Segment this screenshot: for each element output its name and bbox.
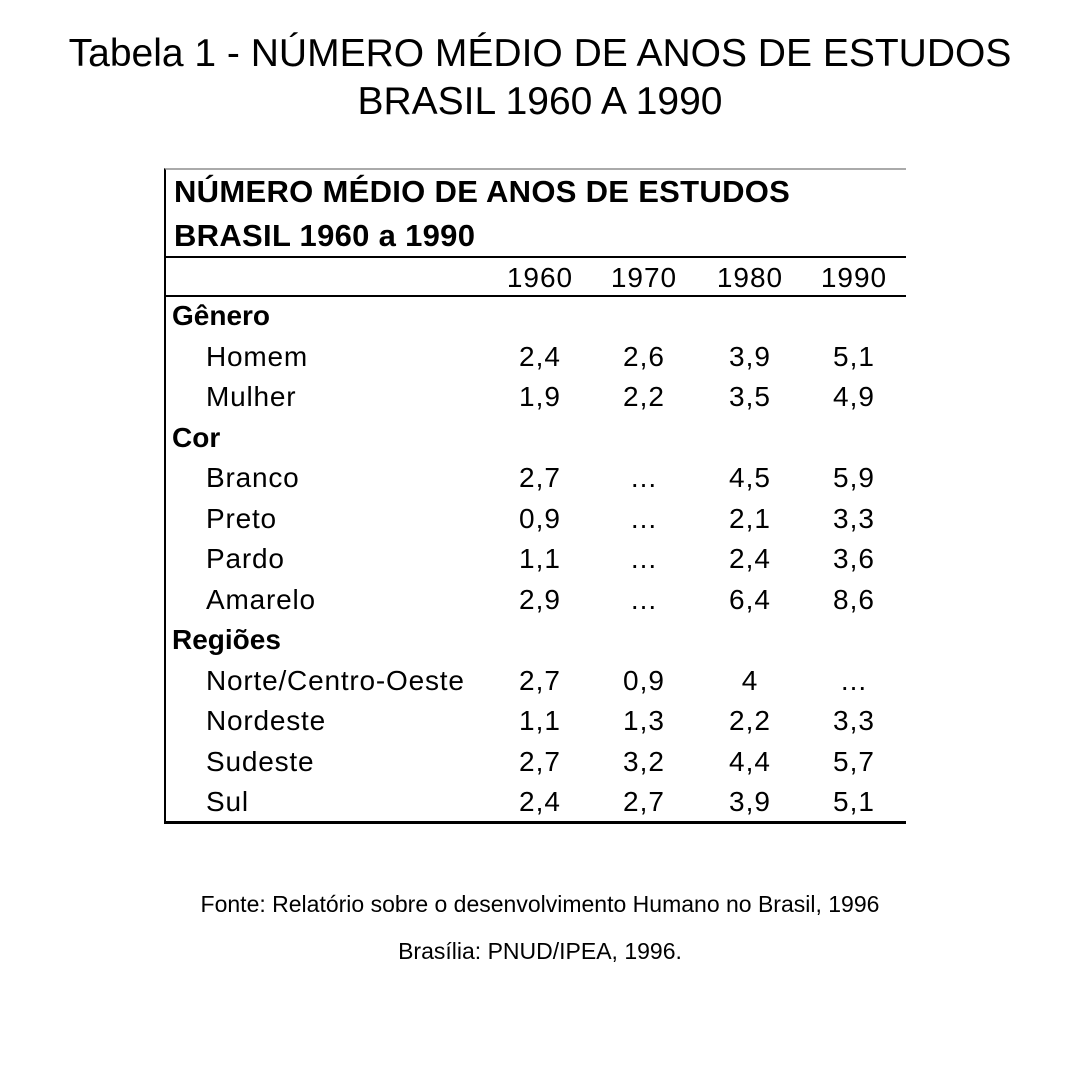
table-cell: 1,1 bbox=[519, 543, 561, 574]
table-cell: 6,4 bbox=[729, 583, 771, 615]
table-cell: 3,5 bbox=[729, 381, 771, 412]
table-cell: 3,3 bbox=[833, 502, 875, 534]
table-cell: 5,9 bbox=[833, 462, 875, 493]
table-cell: 2,4 bbox=[519, 786, 561, 817]
header-top-rule bbox=[166, 256, 906, 258]
data-table bbox=[164, 168, 906, 824]
table-cell: 0,9 bbox=[623, 664, 665, 696]
column-header-year: 1960 bbox=[506, 262, 574, 293]
table-cell: 2,7 bbox=[519, 745, 561, 777]
table-cell: 4,5 bbox=[729, 462, 771, 493]
table-cell: ... bbox=[630, 502, 658, 534]
table-cell: 8,6 bbox=[833, 583, 875, 615]
table-cell: 4,9 bbox=[833, 381, 875, 412]
column-header-year: 1970 bbox=[610, 262, 678, 293]
source-line1: Fonte: Relatório sobre o desenvolvimento Humano no Brasil, 1996 bbox=[200, 891, 880, 917]
page-title bbox=[0, 30, 1080, 126]
table-cell: 2,9 bbox=[519, 583, 561, 615]
row-label: Preto bbox=[206, 502, 277, 534]
row-label: Amarelo bbox=[206, 583, 316, 615]
table-cell: 3,3 bbox=[833, 705, 875, 736]
table-cell: 2,2 bbox=[729, 705, 771, 736]
table-title-line1: NÚMERO MÉDIO DE ANOS DE ESTUDOS bbox=[174, 174, 791, 209]
row-label: Nordeste bbox=[206, 705, 327, 736]
row-label: Homem bbox=[206, 340, 309, 372]
table-cell: 0,9 bbox=[519, 502, 561, 534]
source-line2: Brasília: PNUD/IPEA, 1996. bbox=[398, 938, 682, 964]
table-title-line2: BRASIL 1960 a 1990 bbox=[174, 218, 476, 253]
header-bottom-rule bbox=[166, 295, 906, 297]
row-label: Sul bbox=[206, 786, 249, 817]
table-cell: 2,1 bbox=[729, 502, 771, 534]
table-cell: 1,1 bbox=[519, 705, 561, 736]
table-cell: 2,4 bbox=[729, 543, 771, 574]
group-heading: Regiões bbox=[172, 624, 281, 655]
row-label: Pardo bbox=[206, 543, 285, 574]
table-cell: 5,7 bbox=[833, 745, 875, 777]
table-cell: ... bbox=[630, 583, 658, 615]
row-label: Norte/Centro-Oeste bbox=[206, 664, 465, 696]
table-cell: 4 bbox=[741, 664, 759, 696]
group-heading: Cor bbox=[172, 421, 221, 453]
table-cell: 3,6 bbox=[833, 543, 875, 574]
table-cell: 2,2 bbox=[623, 381, 665, 412]
table-cell: 2,7 bbox=[519, 664, 561, 696]
table-cell: 2,6 bbox=[623, 340, 665, 372]
table-cell: 5,1 bbox=[833, 340, 875, 372]
table-cell: 3,2 bbox=[623, 745, 665, 777]
table-cell: 2,4 bbox=[519, 340, 561, 372]
table-cell: 2,7 bbox=[519, 462, 561, 493]
table-cell: ... bbox=[840, 664, 868, 696]
column-header-year: 1990 bbox=[820, 262, 888, 293]
table-cell: 2,7 bbox=[623, 786, 665, 817]
group-heading: Gênero bbox=[172, 300, 271, 331]
page-title-line2: BRASIL 1960 A 1990 bbox=[357, 80, 723, 123]
table-cell: 3,9 bbox=[729, 786, 771, 817]
table-cell: 1,9 bbox=[519, 381, 561, 412]
row-label: Branco bbox=[206, 462, 300, 493]
table-cell: 5,1 bbox=[833, 786, 875, 817]
table-cell: 1,3 bbox=[623, 705, 665, 736]
row-label: Mulher bbox=[206, 381, 297, 412]
table-cell: ... bbox=[630, 462, 658, 493]
column-header-year: 1980 bbox=[716, 262, 784, 293]
table-cell: 3,9 bbox=[729, 340, 771, 372]
row-label: Sudeste bbox=[206, 745, 315, 777]
table-cell: 4,4 bbox=[729, 745, 771, 777]
page-title-line1: Tabela 1 - NÚMERO MÉDIO DE ANOS DE ESTUDOS bbox=[68, 32, 1012, 75]
table-cell: ... bbox=[630, 543, 658, 574]
